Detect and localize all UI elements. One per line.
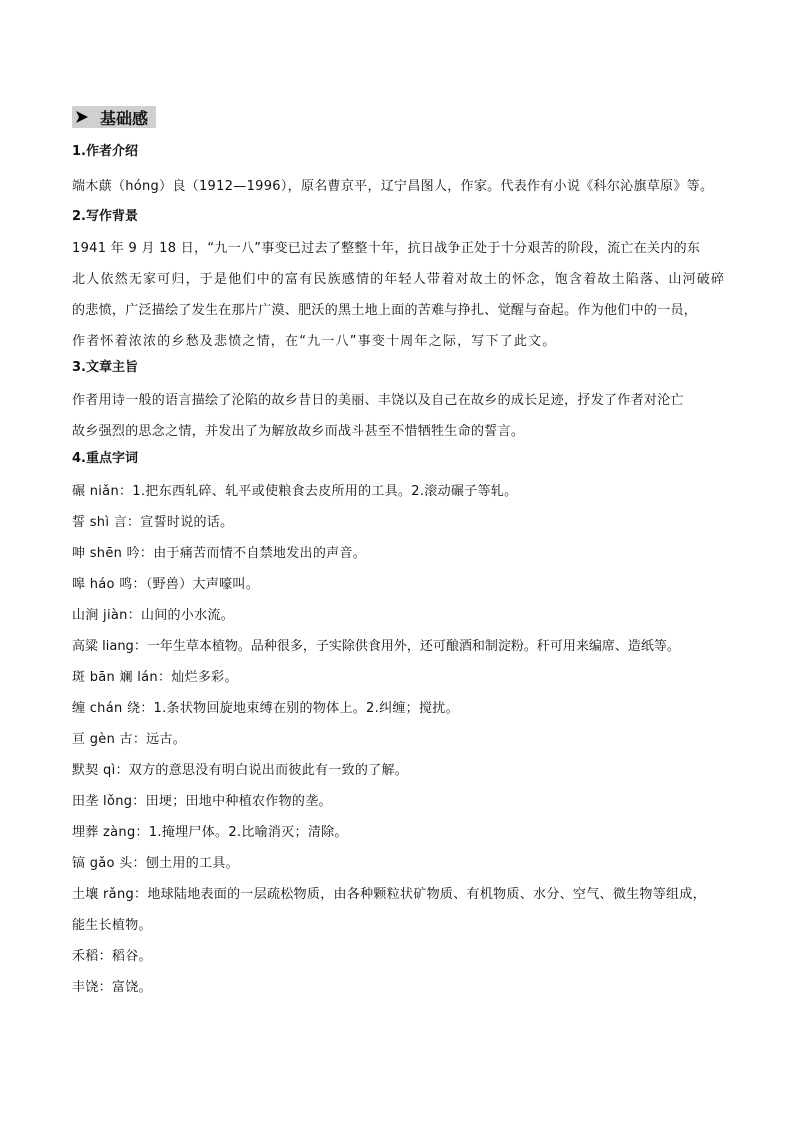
vocab-item: 呻 shēn 吟：由于痛苦而情不自禁地发出的声音。 — [72, 546, 367, 561]
heading-theme: 3.文章主旨 — [72, 360, 138, 375]
vocab-item: 斑 bān 斓 lán：灿烂多彩。 — [72, 670, 238, 685]
heading-author-intro: 1.作者介绍 — [72, 144, 138, 159]
heading-background: 2.写作背景 — [72, 209, 138, 224]
section-header — [72, 106, 156, 128]
vocab-item: 亘 gèn 古：远古。 — [72, 732, 187, 747]
vocab-item: 土壤 rǎng：地球陆地表面的一层疏松物质，由各种颗粒状矿物质、有机物质、水分、空气、微生物等组成， — [72, 887, 706, 902]
vocab-item: 丰饶：富饶。 — [72, 980, 152, 995]
background-line-4: 作者怀着浓浓的乡愁及悲愤之情，在“九一八”事变十周年之际，写下了此文。 — [72, 334, 557, 349]
section-title: 基础感 — [100, 108, 149, 128]
background-line-3: 的悲愤，广泛描绘了发生在那片广漠、肥沃的黑土地上面的苦难与挣扎、觉醒与奋起。作为他们中的一员， — [72, 303, 698, 318]
vocab-item: 誓 shì 言：宣誓时说的话。 — [72, 515, 234, 530]
arrowhead-bullet-icon — [74, 109, 90, 125]
background-line-2: 北人依然无家可归，于是他们中的富有民族感情的年轻人带着对故土的怀念，饱含着故土陷落、山河破碎 — [72, 272, 726, 287]
background-line-1: 1941 年 9 月 18 日，“九一八”事变已过去了整整十年，抗日战争正处于十分艰苦的阶段，流亡在关内的东 — [72, 241, 701, 256]
theme-line-2: 故乡强烈的思念之情，并发出了为解放故乡而战斗甚至不惜牺牲生命的誓言。 — [72, 424, 525, 439]
author-intro-text: 端木蕻（hóng）良（1912—1996），原名曹京平，辽宁昌图人，作家。代表作有小说《科尔沁旗草原》等。 — [72, 179, 714, 194]
vocab-item-continued: 能生长植物。 — [72, 918, 152, 933]
vocab-item: 镐 gǎo 头：刨土用的工具。 — [72, 856, 239, 871]
vocab-item: 山涧 jiàn：山间的小水流。 — [72, 608, 235, 623]
vocab-item: 碾 niǎn：1.把东西轧碎、轧平或使粮食去皮所用的工具。2.滚动碾子等轧。 — [72, 484, 518, 499]
vocab-item: 默契 qì：双方的意思没有明白说出而彼此有一致的了解。 — [72, 763, 409, 778]
vocab-item: 禾稻：稻谷。 — [72, 949, 152, 964]
vocab-item: 田垄 lǒng：田埂；田地中种植农作物的垄。 — [72, 794, 332, 809]
vocab-item: 高粱 liang：一年生草本植物。品种很多，子实除供食用外，还可酿酒和制淀粉。秆可用来编席、造纸等。 — [72, 639, 680, 654]
vocab-item: 嗥 háo 鸣：（野兽）大声嚎叫。 — [72, 577, 260, 592]
vocab-item: 缠 chán 绕：1.条状物回旋地束缚在别的物体上。2.纠缠；搅扰。 — [72, 701, 459, 716]
theme-line-1: 作者用诗一般的语言描绘了沦陷的故乡昔日的美丽、丰饶以及自己在故乡的成长足迹，抒发了作者对沦亡 — [72, 393, 684, 408]
heading-vocab: 4.重点字词 — [72, 451, 138, 466]
vocab-item: 埋葬 zàng：1.掩埋尸体。2.比喻消灭；清除。 — [72, 825, 348, 840]
